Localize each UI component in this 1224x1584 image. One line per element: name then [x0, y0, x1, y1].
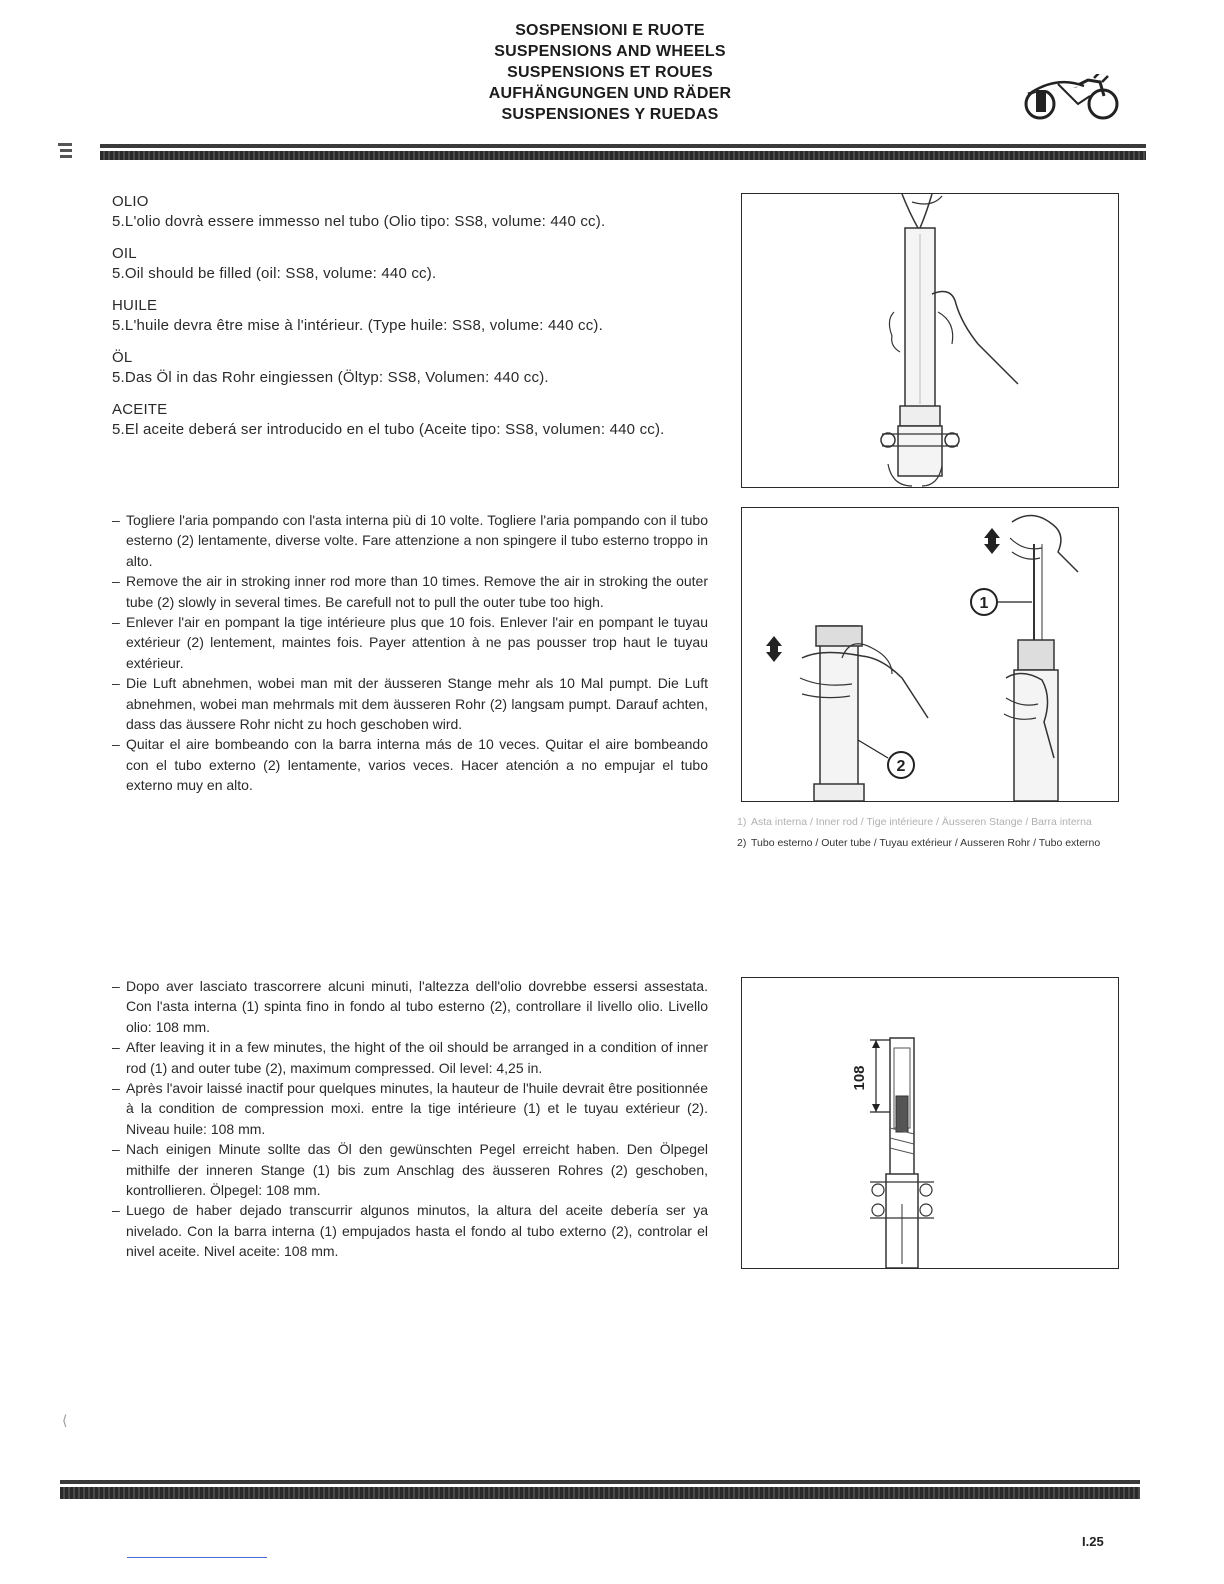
- oil-title-es: ACEITE: [112, 401, 168, 418]
- callout-1: 1: [979, 595, 989, 612]
- oil-level-de: – Nach einigen Minute sollte das Öl den gewünschten Pegel erreicht haben. Den Ölpegel mithilfe der inneren Stange (1) bis zum Anschlag des äusseren Rohres (2) geschoben, kontrollieren. Ölpegel: 108 mm.: [112, 1139, 708, 1200]
- air-bleed-it: – Togliere l'aria pompando con l'asta interna più di 10 volte. Togliere l'aria pompando con il tubo esterno (2) lentamente, diverse volte. Fare attenzione a non spingere il tubo esterno troppo in alto.: [112, 510, 708, 571]
- header-title-en: SUSPENSIONS AND WHEELS: [494, 43, 726, 60]
- figure-legend: [737, 816, 1121, 850]
- air-bleed-de: – Die Luft abnehmen, wobei man mit der äusseren Stange mehr als 10 Mal pumpt. Die Luft abnehmen, wobei man mehrmals mit dem äusseren Rohr (2) langsam pumpt. Darauf achten, dass das äussere Rohr nicht zu hoch geschoben wird.: [112, 673, 708, 734]
- callout-2: 2: [896, 758, 906, 775]
- air-bleed-instructions: [112, 510, 708, 796]
- oil-text-it: 5.L'olio dovrà essere immesso nel tubo (Olio tipo: SS8, volume: 440 cc).: [112, 213, 606, 230]
- oil-level-it: – Dopo aver lasciato trascorrere alcuni minuti, l'altezza dell'olio dovrebbe essersi assestata. Con l'asta interna (1) spinta fino in fondo al tubo esterno (2), controllare il livello olio. Livello olio: 108 mm.: [112, 976, 708, 1037]
- page-number: I.25: [1082, 1534, 1104, 1549]
- legend-item-2: 2) Tubo esterno / Outer tube / Tuyau extérieur / Ausseren Rohr / Tubo externo: [737, 837, 1101, 849]
- air-bleed-fr: – Enlever l'air en pompant la tige intérieure plus que 10 fois. Enlever l'air en pompant le tuyau extérieur (2) lentement, maintes fois. Payer attention à ne pas pousser trop haut le tuyau extérieur.: [112, 612, 708, 673]
- figure-air-bleeding: [741, 507, 1119, 802]
- header-title-it: SOSPENSIONI E RUOTE: [515, 22, 705, 39]
- figure-oil-level: [741, 977, 1119, 1269]
- oil-title-de: ÖL: [112, 349, 133, 366]
- section-header: [380, 20, 840, 125]
- oil-fill-section: [112, 186, 722, 452]
- oil-title-it: OLIO: [112, 193, 149, 210]
- oil-text-en: 5.Oil should be filled (oil: SS8, volume: 440 cc).: [112, 265, 437, 282]
- scan-mark: ⟨: [62, 1412, 68, 1428]
- bottom-rule: [60, 1480, 1140, 1484]
- oil-title-fr: HUILE: [112, 297, 158, 314]
- oil-title-en: OIL: [112, 245, 137, 262]
- oil-text-es: 5.El aceite deberá ser introducido en el tubo (Aceite tipo: SS8, volumen: 440 cc).: [112, 421, 665, 438]
- margin-mark: [58, 143, 72, 159]
- oil-level-en: – After leaving it in a few minutes, the hight of the oil should be arranged in a condition of inner rod (1) and outer tube (2), maximum compressed. Oil level: 4,25 in.: [112, 1037, 708, 1078]
- header-title-de: AUFHÄNGUNGEN UND RÄDER: [488, 85, 732, 102]
- oil-text-fr: 5.L'huile devra être mise à l'intérieur. (Type huile: SS8, volume: 440 cc).: [112, 317, 603, 334]
- air-bleed-es: – Quitar el aire bombeando con la barra interna más de 10 veces. Quitar el aire bombeando con el tubo externo (2) lentamente, varios veces. Hacer atención a no empujar el tubo externo muy en alto.: [112, 734, 708, 795]
- footer-link-line: [127, 1557, 267, 1558]
- oil-level-instructions: [112, 976, 708, 1262]
- dimension-108: 108: [851, 1065, 868, 1091]
- top-rule-hatched: [100, 151, 1146, 160]
- legend-item-1: 1) Asta interna / Inner rod / Tige intérieure / Äusseren Stange / Barra interna: [737, 816, 1092, 828]
- oil-level-fr: – Après l'avoir laissé inactif pour quelques minutes, la hauteur de l'huile devrait être positionnée à la condition de compression moxi. entre la tige intérieure (1) et le tuyau extérieur (2). Niveau huile: 108 mm.: [112, 1078, 708, 1139]
- bottom-rule-hatched: [60, 1487, 1140, 1499]
- top-rule: [100, 144, 1146, 148]
- air-bleed-en: – Remove the air in stroking inner rod more than 10 times. Remove the air in stroking the outer tube (2) slowly in several times. Be carefull not to pull the outer tube too high.: [112, 571, 708, 612]
- oil-level-es: – Luego de haber dejado transcurrir algunos minutos, la altura del aceite debería ser ya nivelado. Con la barra interna (1) empujados hasta el fondo al tubo externo (2), controlar el nivel aceite. Nivel aceite: 108 mm.: [112, 1200, 708, 1261]
- figure-oil-filling: [741, 193, 1119, 488]
- motorcycle-icon: [1018, 74, 1124, 122]
- header-title-es: SUSPENSIONES Y RUEDAS: [501, 106, 719, 123]
- header-title-fr: SUSPENSIONS ET ROUES: [507, 64, 713, 81]
- oil-text-de: 5.Das Öl in das Rohr eingiessen (Öltyp: SS8, Volumen: 440 cc).: [112, 369, 549, 386]
